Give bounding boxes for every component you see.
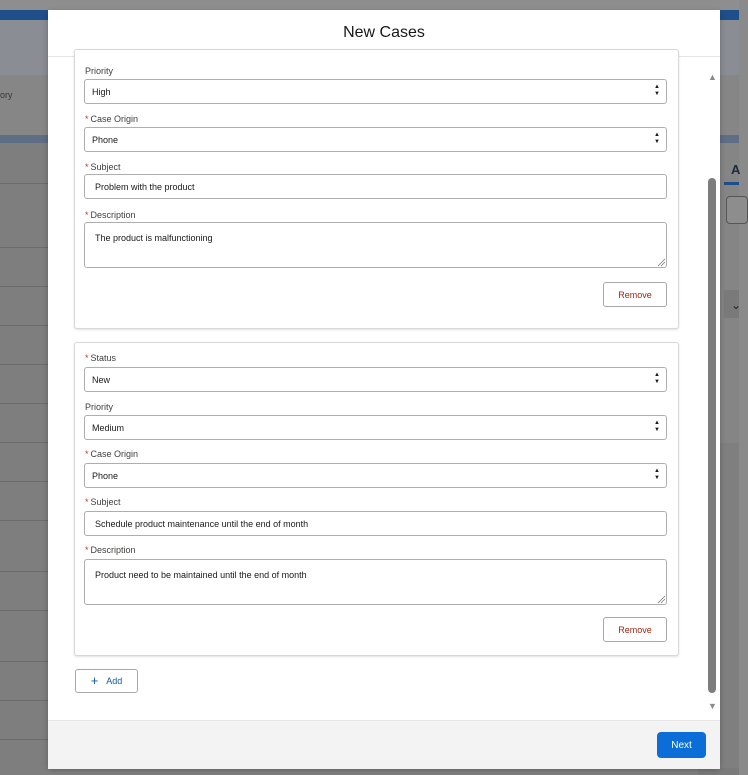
required-marker: * xyxy=(85,545,89,555)
case-card xyxy=(74,342,679,656)
modal-title: New Cases xyxy=(343,24,425,41)
case-card xyxy=(74,49,679,329)
status-value: New xyxy=(92,375,111,385)
background-row-line xyxy=(0,520,48,521)
case-origin-select[interactable] xyxy=(84,463,667,488)
new-cases-modal xyxy=(48,10,720,768)
description-value: The product is malfunctioning xyxy=(95,233,213,243)
subject-input[interactable] xyxy=(84,511,667,536)
remove-button[interactable]: Remove xyxy=(603,282,667,307)
description-label xyxy=(85,210,136,220)
subject-value: Schedule product maintenance until the end of month xyxy=(95,519,309,529)
priority-select[interactable] xyxy=(84,79,667,104)
plus-icon: + xyxy=(90,673,99,688)
required-marker: * xyxy=(85,497,89,507)
resize-grip-icon[interactable] xyxy=(657,595,665,603)
required-marker: * xyxy=(85,449,89,459)
modal-body[interactable] xyxy=(48,57,720,720)
background-row-line xyxy=(0,700,48,701)
priority-value: Medium xyxy=(92,423,125,433)
background-row-line xyxy=(0,183,48,184)
description-label-text: Description xyxy=(90,210,136,220)
description-textarea[interactable] xyxy=(84,222,667,268)
background-topbar xyxy=(0,0,739,10)
description-textarea[interactable] xyxy=(84,559,667,605)
background-row-line xyxy=(0,571,48,572)
required-marker: * xyxy=(85,162,89,172)
subject-label xyxy=(85,162,121,172)
required-marker: * xyxy=(85,210,89,220)
subject-label xyxy=(85,497,121,507)
select-arrows-icon: ▲ ▼ xyxy=(654,372,660,385)
background-right-box xyxy=(726,196,748,224)
chevron-down-icon: ⌄ xyxy=(731,298,742,312)
subject-value: Problem with the product xyxy=(95,182,195,192)
select-arrows-icon: ▲ ▼ xyxy=(654,420,660,433)
case-origin-select[interactable] xyxy=(84,127,667,152)
scroll-down-arrow-icon[interactable]: ▼ xyxy=(708,701,717,711)
subject-label-text: Subject xyxy=(90,497,121,507)
background-row-line xyxy=(0,403,48,404)
status-label xyxy=(85,353,116,363)
background-right-tab: A xyxy=(731,162,741,177)
description-value: Product need to be maintained until the end of month xyxy=(95,570,307,580)
case-origin-value: Phone xyxy=(92,135,119,145)
background-row-line xyxy=(0,247,48,248)
scroll-up-arrow-icon[interactable]: ▲ xyxy=(708,72,717,82)
select-arrows-icon: ▲ ▼ xyxy=(654,468,660,481)
description-label xyxy=(85,545,136,555)
background-row-line xyxy=(0,739,48,740)
priority-value: High xyxy=(92,87,111,97)
next-button[interactable]: Next xyxy=(657,732,706,758)
background-partial-label: ory xyxy=(0,90,13,100)
case-origin-label-text: Case Origin xyxy=(90,449,139,459)
add-button-label: Add xyxy=(106,676,123,686)
remove-button[interactable]: Remove xyxy=(603,617,667,642)
priority-label: Priority xyxy=(85,402,114,412)
priority-label: Priority xyxy=(85,66,114,76)
subject-label-text: Subject xyxy=(90,162,121,172)
case-origin-label-text: Case Origin xyxy=(90,114,139,124)
background-right-tab-underline xyxy=(724,182,739,185)
background-row-line xyxy=(0,442,48,443)
background-row-line xyxy=(0,286,48,287)
background-footer-corner xyxy=(698,768,739,775)
required-marker: * xyxy=(85,353,89,363)
background-row-line xyxy=(0,325,48,326)
background-row-line xyxy=(0,610,48,611)
required-marker: * xyxy=(85,114,89,124)
background-row-line xyxy=(0,661,48,662)
modal-footer xyxy=(48,720,720,769)
subject-input[interactable] xyxy=(84,174,667,199)
resize-grip-icon[interactable] xyxy=(657,258,665,266)
select-arrows-icon: ▲ ▼ xyxy=(654,84,660,97)
select-arrows-icon: ▲ ▼ xyxy=(654,132,660,145)
background-row-line xyxy=(0,364,48,365)
background-list xyxy=(0,143,48,775)
description-label-text: Description xyxy=(90,545,136,555)
priority-select[interactable] xyxy=(84,415,667,440)
background-row-line xyxy=(0,481,48,482)
case-origin-label xyxy=(85,449,138,459)
status-select[interactable] xyxy=(84,367,667,392)
case-origin-value: Phone xyxy=(92,471,119,481)
add-button[interactable] xyxy=(75,669,138,693)
scrollbar-thumb[interactable] xyxy=(708,178,716,693)
case-origin-label xyxy=(85,114,138,124)
status-label-text: Status xyxy=(90,353,117,363)
